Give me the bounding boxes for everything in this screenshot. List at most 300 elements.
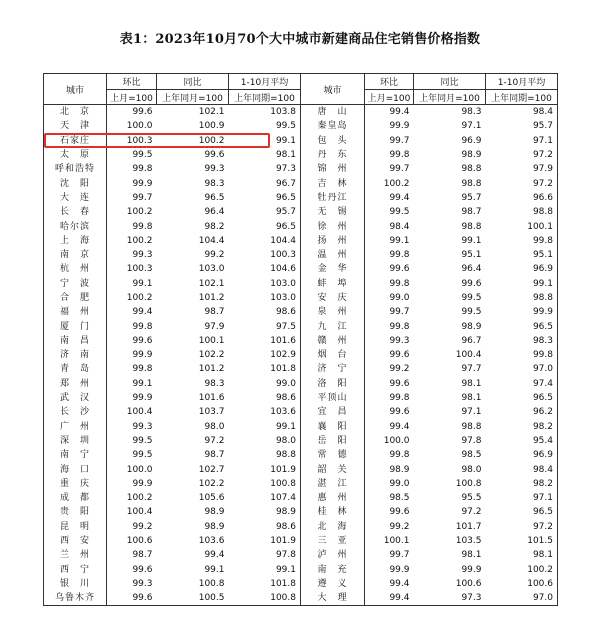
mom-cell-left: 100.2 [126, 207, 153, 218]
mom-cell-right: 99.5 [389, 207, 410, 218]
city-cell-right: 岳 阳 [301, 434, 365, 448]
avg-cell-right: 96.5 [486, 391, 558, 405]
avg-cell-right: 95.7 [486, 119, 558, 133]
table-row [44, 248, 558, 262]
header-row [44, 74, 558, 90]
avg-cell-right: 98.2 [486, 420, 558, 434]
city-cell-left: 武 汉 [44, 391, 107, 405]
city-cell-left: 青 岛 [44, 362, 107, 376]
city-cell-left: 济 南 [44, 348, 107, 362]
avg-cell-left: 98.9 [275, 507, 296, 518]
mom-cell-left: 99.8 [132, 221, 153, 232]
yoy-cell-left: 101.2 [198, 364, 225, 375]
avg-cell-left: 103.0 [270, 278, 296, 289]
avg-cell-left: 101.6 [270, 335, 296, 346]
city-cell-left: 长 春 [44, 205, 107, 219]
avg-cell-left: 101.9 [270, 464, 296, 475]
city-cell-right: 烟 台 [301, 348, 365, 362]
table-row [44, 348, 558, 362]
table-row [44, 477, 558, 491]
avg-cell-right: 95.1 [486, 248, 558, 262]
mom-cell-left: 100.0 [126, 121, 153, 132]
avg-cell-left: 101.8 [270, 578, 296, 589]
avg-cell-right: 98.8 [486, 205, 558, 219]
avg-cell-right: 98.1 [486, 548, 558, 562]
city-cell-right: 桂 林 [301, 505, 365, 519]
mom-cell-right: 99.8 [389, 150, 410, 161]
table-row [44, 162, 558, 176]
yoy-cell-left: 99.1 [204, 564, 225, 575]
avg-cell-right: 97.1 [486, 491, 558, 505]
avg-cell-left: 98.1 [275, 150, 296, 161]
mom-cell-right: 99.9 [389, 121, 410, 132]
avg-cell-left: 99.0 [275, 378, 296, 389]
avg-cell-left: 98.6 [275, 307, 296, 318]
yoy-cell-left: 103.0 [198, 264, 225, 275]
avg-cell-right: 96.9 [486, 262, 558, 276]
yoy-cell-right: 99.9 [461, 564, 482, 575]
city-cell-left: 西 安 [44, 534, 107, 548]
avg-cell-right: 99.9 [486, 305, 558, 319]
mom-cell-left: 99.6 [107, 591, 157, 606]
avg-cell-left: 103.8 [270, 107, 296, 118]
yoy-cell-left: 98.7 [204, 307, 225, 318]
avg-cell-left: 98.0 [275, 435, 296, 446]
mom-cell-right: 99.8 [389, 250, 410, 261]
avg-cell-right: 96.6 [486, 191, 558, 205]
yoy-header-left: 同比 [157, 74, 229, 90]
table-row [44, 505, 558, 519]
avg-cell-left: 104.4 [270, 235, 296, 246]
mom-cell-right: 99.8 [389, 278, 410, 289]
mom-cell-left: 100.2 [126, 235, 153, 246]
mom-cell-right: 98.5 [389, 493, 410, 504]
mom-cell-right: 100.0 [383, 435, 410, 446]
mom-cell-right: 99.6 [389, 350, 410, 361]
city-cell-left: 合 肥 [44, 291, 107, 305]
table-row [44, 448, 558, 462]
yoy-cell-right: 100.4 [455, 350, 482, 361]
yoy-cell-right: 99.5 [461, 293, 482, 303]
avg-header-right: 1-10月平均 [486, 74, 558, 90]
yoy-cell-left: 101.2 [198, 293, 225, 303]
yoy-cell-left: 98.2 [204, 221, 225, 232]
mom-cell-left: 99.8 [132, 321, 153, 332]
mom-cell-right: 99.4 [389, 421, 410, 432]
avg-cell-right: 101.5 [486, 534, 558, 548]
yoy-cell-left: 99.6 [204, 150, 225, 161]
yoy-cell-left: 98.7 [204, 450, 225, 461]
city-cell-left: 石家庄 [44, 134, 107, 148]
table-body [44, 105, 558, 606]
avg-header-left: 1-10月平均 [229, 74, 301, 90]
mom-cell-left: 100.6 [126, 536, 153, 547]
mom-cell-left: 99.3 [132, 250, 153, 261]
yoy-cell-right: 98.8 [461, 421, 482, 432]
city-cell-right: 温 州 [301, 248, 365, 262]
mom-cell-left: 99.6 [132, 335, 153, 346]
table-row [44, 462, 558, 476]
table-row [44, 362, 558, 376]
mom-cell-right: 99.8 [389, 450, 410, 461]
mom-cell-right: 99.2 [389, 364, 410, 375]
mom-cell-left: 99.9 [132, 393, 153, 404]
city-cell-left: 成 都 [44, 491, 107, 505]
mom-cell-left: 99.3 [132, 578, 153, 589]
yoy-header-right: 同比 [414, 74, 486, 90]
yoy-cell-left: 100.1 [198, 335, 225, 346]
city-cell-right: 金 华 [301, 262, 365, 276]
mom-cell-right: 98.9 [389, 464, 410, 475]
city-cell-left: 福 州 [44, 305, 107, 319]
city-cell-right: 常 德 [301, 448, 365, 462]
mom-cell-right: 99.6 [389, 507, 410, 518]
yoy-cell-right: 97.1 [461, 407, 482, 418]
city-cell-left: 哈尔滨 [44, 219, 107, 233]
avg-cell-right: 97.9 [486, 162, 558, 176]
city-header-left: 城市 [44, 74, 107, 105]
avg-cell-right: 97.0 [486, 591, 558, 606]
yoy-cell-right: 99.1 [461, 235, 482, 246]
yoy-cell-right: 98.3 [461, 107, 482, 118]
city-cell-left: 南 昌 [44, 334, 107, 348]
table-row [44, 534, 558, 548]
avg-cell-right: 97.4 [486, 377, 558, 391]
city-cell-left: 呼和浩特 [44, 162, 107, 176]
yoy-cell-right: 98.5 [461, 450, 482, 461]
yoy-cell-left: 97.9 [204, 321, 225, 332]
mom-cell-left: 99.9 [132, 350, 153, 361]
city-cell-right: 宜 昌 [301, 405, 365, 419]
mom-cell-left: 99.5 [132, 150, 153, 161]
yoy-cell-left: 96.4 [204, 207, 225, 218]
avg-cell-left: 95.7 [275, 207, 296, 218]
yoy-cell-left: 100.2 [198, 135, 225, 146]
avg-cell-left: 98.8 [275, 450, 296, 461]
table-row [44, 119, 558, 133]
avg-cell-left: 104.6 [270, 264, 296, 275]
mom-cell-right: 99.8 [389, 393, 410, 404]
city-cell-right: 南 充 [301, 563, 365, 577]
city-cell-left: 昆 明 [44, 520, 107, 534]
table-row [44, 520, 558, 534]
mom-base-left: 上月=100 [107, 90, 157, 105]
mom-cell-left: 99.5 [132, 450, 153, 461]
city-cell-right: 安 庆 [301, 291, 365, 305]
city-cell-right: 惠 州 [301, 491, 365, 505]
yoy-cell-left: 102.7 [198, 464, 225, 475]
yoy-cell-left: 99.3 [204, 164, 225, 175]
avg-cell-left: 103.0 [270, 293, 296, 303]
city-cell-left: 上 海 [44, 234, 107, 248]
avg-base-right: 上年同期=100 [486, 90, 558, 105]
city-cell-right: 蚌 埠 [301, 277, 365, 291]
yoy-cell-right: 96.4 [461, 264, 482, 275]
mom-cell-left: 100.2 [126, 493, 153, 504]
city-cell-right: 吉 林 [301, 176, 365, 190]
yoy-cell-right: 103.5 [455, 536, 482, 547]
city-cell-left: 深 圳 [44, 434, 107, 448]
city-cell-right: 泉 州 [301, 305, 365, 319]
city-cell-right: 唐 山 [301, 105, 365, 120]
mom-cell-right: 99.1 [389, 235, 410, 246]
city-cell-right: 扬 州 [301, 234, 365, 248]
city-cell-right: 徐 州 [301, 219, 365, 233]
avg-cell-right: 99.8 [486, 234, 558, 248]
yoy-cell-left: 97.2 [204, 435, 225, 446]
avg-cell-right: 97.2 [486, 148, 558, 162]
avg-cell-right: 100.1 [486, 219, 558, 233]
avg-cell-right: 97.2 [486, 176, 558, 190]
city-cell-left: 乌鲁木齐 [44, 591, 107, 606]
yoy-cell-right: 98.1 [461, 550, 482, 561]
table-row [44, 105, 558, 120]
city-cell-right: 襄 阳 [301, 420, 365, 434]
city-cell-left: 北 京 [44, 105, 107, 120]
avg-cell-right: 98.8 [486, 291, 558, 305]
yoy-cell-left: 98.9 [204, 507, 225, 518]
city-cell-right: 洛 阳 [301, 377, 365, 391]
table-row [44, 591, 558, 606]
city-cell-right: 包 头 [301, 134, 365, 148]
city-cell-right: 湛 江 [301, 477, 365, 491]
table-row [44, 319, 558, 333]
city-cell-right: 韶 关 [301, 462, 365, 476]
mom-cell-right: 99.4 [389, 192, 410, 203]
mom-cell-left: 99.6 [132, 564, 153, 575]
city-cell-left: 宁 波 [44, 277, 107, 291]
yoy-cell-right: 97.8 [461, 435, 482, 446]
mom-cell-right: 99.7 [389, 135, 410, 146]
avg-cell-left: 96.7 [275, 178, 296, 189]
yoy-cell-right: 99.6 [461, 278, 482, 289]
mom-cell-left: 99.5 [132, 435, 153, 446]
city-cell-right: 秦皇岛 [301, 119, 365, 133]
avg-cell-left: 100.8 [270, 478, 296, 489]
city-cell-right: 遵 义 [301, 577, 365, 591]
city-cell-right: 锦 州 [301, 162, 365, 176]
table-row [44, 134, 558, 148]
yoy-cell-right: 97.7 [461, 364, 482, 375]
yoy-cell-right: 96.7 [461, 335, 482, 346]
city-cell-left: 西 宁 [44, 563, 107, 577]
table-row [44, 434, 558, 448]
mom-cell-left: 99.4 [132, 307, 153, 318]
table-row [44, 205, 558, 219]
city-cell-left: 海 口 [44, 462, 107, 476]
mom-cell-right: 99.4 [389, 578, 410, 589]
mom-cell-left: 100.3 [126, 135, 153, 146]
yoy-cell-right: 98.7 [461, 207, 482, 218]
avg-cell-left: 101.8 [270, 364, 296, 375]
table-row [44, 420, 558, 434]
city-cell-left: 杭 州 [44, 262, 107, 276]
avg-cell-left: 99.1 [275, 564, 296, 575]
avg-cell-left: 97.5 [275, 321, 296, 332]
mom-cell-right: 99.7 [389, 164, 410, 175]
avg-cell-left: 100.3 [270, 250, 296, 261]
city-cell-left: 广 州 [44, 420, 107, 434]
mom-cell-right: 99.2 [389, 521, 410, 532]
yoy-cell-left: 98.3 [204, 178, 225, 189]
city-cell-left: 沈 阳 [44, 176, 107, 190]
mom-cell-right: 100.2 [383, 178, 410, 189]
avg-cell-right: 97.2 [486, 520, 558, 534]
city-cell-left: 银 川 [44, 577, 107, 591]
yoy-cell-right: 99.5 [461, 307, 482, 318]
avg-cell-right: 100.2 [486, 563, 558, 577]
city-cell-right: 泸 州 [301, 548, 365, 562]
price-index-table [43, 73, 558, 606]
avg-cell-left: 97.3 [275, 164, 296, 175]
table-row [44, 491, 558, 505]
table-row [44, 219, 558, 233]
yoy-cell-left: 98.3 [204, 378, 225, 389]
city-cell-right: 丹 东 [301, 148, 365, 162]
yoy-cell-right: 97.1 [461, 121, 482, 132]
table-row [44, 391, 558, 405]
avg-cell-left: 99.1 [275, 421, 296, 432]
city-cell-left: 长 沙 [44, 405, 107, 419]
mom-cell-left: 99.2 [132, 521, 153, 532]
mom-cell-right: 99.0 [389, 478, 410, 489]
mom-cell-left: 99.1 [132, 378, 153, 389]
avg-cell-left: 102.9 [270, 350, 296, 361]
avg-cell-right: 96.9 [486, 448, 558, 462]
city-cell-right: 北 海 [301, 520, 365, 534]
yoy-cell-right: 98.8 [461, 178, 482, 189]
yoy-cell-right: 98.1 [461, 378, 482, 389]
yoy-cell-left: 98.9 [204, 521, 225, 532]
mom-header-right: 环比 [365, 74, 414, 90]
mom-cell-right: 99.8 [389, 321, 410, 332]
yoy-cell-right: 98.0 [461, 464, 482, 475]
avg-cell-left: 98.6 [275, 393, 296, 404]
city-cell-left: 贵 阳 [44, 505, 107, 519]
avg-cell-left: 98.6 [275, 521, 296, 532]
yoy-cell-left: 102.1 [198, 107, 225, 118]
city-cell-left: 天 津 [44, 119, 107, 133]
city-cell-left: 南 宁 [44, 448, 107, 462]
yoy-cell-left: 105.6 [198, 493, 225, 504]
yoy-cell-left: 103.7 [198, 407, 225, 418]
yoy-cell-left: 102.2 [198, 478, 225, 489]
yoy-cell-right: 96.9 [461, 135, 482, 146]
yoy-cell-left: 100.9 [198, 121, 225, 132]
mom-cell-left: 100.3 [126, 264, 153, 275]
yoy-cell-left: 102.1 [198, 278, 225, 289]
mom-cell-right: 99.6 [389, 264, 410, 275]
table-row [44, 262, 558, 276]
avg-cell-left: 99.5 [275, 121, 296, 132]
yoy-cell-left: 99.4 [204, 550, 225, 561]
avg-cell-left: 96.5 [275, 192, 296, 203]
table-row [44, 577, 558, 591]
mom-base-right: 上月=100 [365, 90, 414, 105]
mom-cell-right: 99.4 [389, 107, 410, 118]
mom-cell-left: 99.9 [132, 178, 153, 189]
table-row [44, 291, 558, 305]
table-row [44, 334, 558, 348]
avg-cell-left: 103.6 [270, 407, 296, 418]
yoy-cell-right: 97.2 [461, 507, 482, 518]
city-cell-right: 九 江 [301, 319, 365, 333]
mom-cell-left: 99.3 [132, 421, 153, 432]
mom-cell-left: 100.4 [126, 507, 153, 518]
city-cell-right: 平顶山 [301, 391, 365, 405]
avg-cell-right: 98.4 [486, 462, 558, 476]
city-cell-right: 牡丹江 [301, 191, 365, 205]
avg-cell-right: 99.8 [486, 348, 558, 362]
yoy-cell-left: 103.6 [198, 536, 225, 547]
mom-cell-right: 100.1 [383, 536, 410, 547]
mom-header-left: 环比 [107, 74, 157, 90]
city-cell-left: 太 原 [44, 148, 107, 162]
yoy-cell-left: 101.6 [198, 393, 225, 404]
mom-cell-left: 99.8 [132, 164, 153, 175]
city-cell-right: 赣 州 [301, 334, 365, 348]
avg-cell-right: 98.2 [486, 477, 558, 491]
table-row [44, 377, 558, 391]
avg-cell-right: 98.4 [486, 105, 558, 120]
city-cell-right: 三 亚 [301, 534, 365, 548]
mom-cell-right: 99.7 [389, 550, 410, 561]
city-cell-left: 南 京 [44, 248, 107, 262]
avg-base-left: 上年同期=100 [229, 90, 301, 105]
mom-cell-left: 99.6 [132, 107, 153, 118]
city-cell-left: 大 连 [44, 191, 107, 205]
mom-cell-left: 98.7 [132, 550, 153, 561]
mom-cell-right: 99.7 [389, 307, 410, 318]
yoy-cell-left: 104.4 [198, 235, 225, 246]
table-row [44, 305, 558, 319]
table-row [44, 176, 558, 190]
yoy-cell-right: 98.9 [461, 150, 482, 161]
yoy-base-right: 上年同月=100 [414, 90, 486, 105]
mom-cell-right: 99.6 [389, 407, 410, 418]
table-row [44, 563, 558, 577]
yoy-cell-right: 95.1 [461, 250, 482, 261]
mom-cell-right: 99.4 [365, 591, 414, 606]
avg-cell-left: 99.1 [275, 135, 296, 146]
city-header-right: 城市 [301, 74, 365, 105]
mom-cell-right: 99.0 [389, 293, 410, 303]
yoy-cell-left: 99.2 [204, 250, 225, 261]
avg-cell-right: 95.4 [486, 434, 558, 448]
city-cell-left: 重 庆 [44, 477, 107, 491]
yoy-cell-right: 100.6 [455, 578, 482, 589]
city-cell-left: 厦 门 [44, 319, 107, 333]
yoy-cell-left: 96.5 [204, 192, 225, 203]
table-row [44, 191, 558, 205]
table-row [44, 234, 558, 248]
mom-cell-right: 98.4 [389, 221, 410, 232]
city-cell-left: 郑 州 [44, 377, 107, 391]
yoy-cell-right: 98.8 [461, 164, 482, 175]
mom-cell-right: 99.9 [389, 564, 410, 575]
yoy-cell-right: 100.8 [455, 478, 482, 489]
avg-cell-right: 100.6 [486, 577, 558, 591]
mom-cell-right: 99.3 [389, 335, 410, 346]
city-cell-right: 济 宁 [301, 362, 365, 376]
avg-cell-right: 97.0 [486, 362, 558, 376]
yoy-cell-right: 98.8 [461, 221, 482, 232]
yoy-cell-right: 98.1 [461, 393, 482, 404]
avg-cell-right: 96.5 [486, 319, 558, 333]
avg-cell-left: 97.8 [275, 550, 296, 561]
avg-cell-left: 101.9 [270, 536, 296, 547]
yoy-cell-right: 101.7 [455, 521, 482, 532]
